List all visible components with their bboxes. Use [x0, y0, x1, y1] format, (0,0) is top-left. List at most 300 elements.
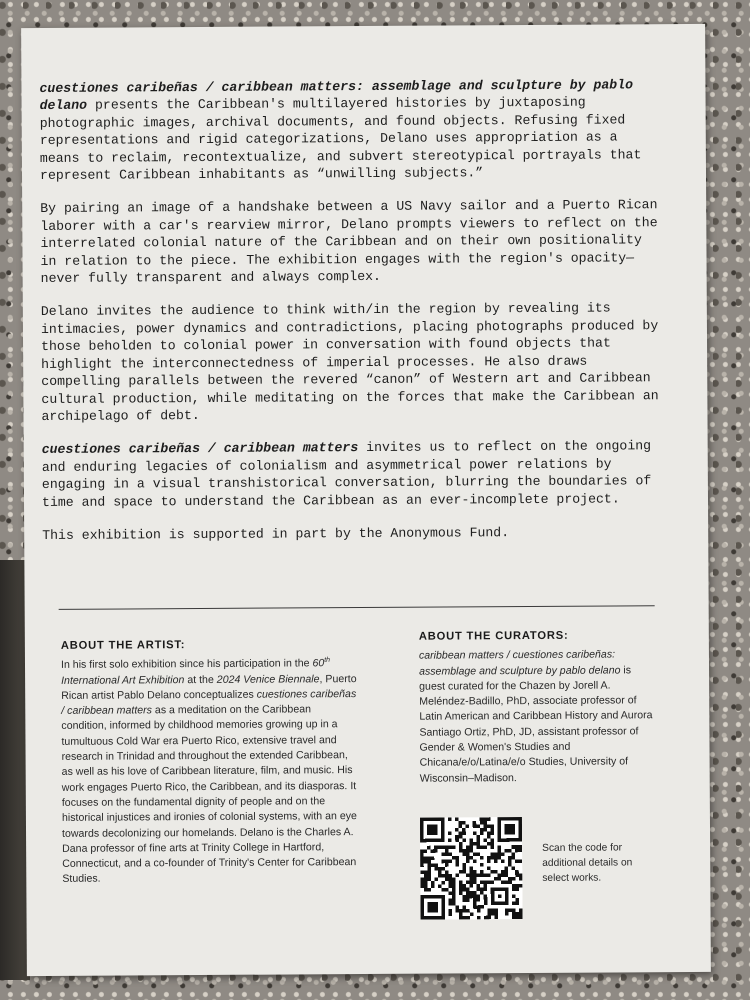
- qr-module: [438, 874, 442, 878]
- qr-module: [441, 846, 445, 850]
- qr-module: [515, 884, 519, 888]
- qr-module: [459, 846, 463, 850]
- about-artist-heading: ABOUT THE ARTIST:: [60, 639, 186, 652]
- qr-module: [505, 912, 509, 916]
- qr-module: [459, 842, 463, 846]
- qr-module: [459, 870, 463, 874]
- about-curators-heading: ABOUT THE CURATORS:: [418, 629, 569, 643]
- qr-module: [420, 870, 424, 874]
- qr-module: [477, 874, 481, 878]
- qr-module: [427, 856, 431, 860]
- qr-module: [449, 902, 453, 906]
- qr-module: [501, 873, 505, 877]
- qr-module: [459, 888, 463, 892]
- artist-text-part: cuestiones caribeñas / caribbean matters: [61, 687, 357, 718]
- qr-module: [473, 877, 477, 881]
- qr-module: [508, 909, 512, 913]
- qr-module: [515, 901, 519, 905]
- qr-module: [448, 853, 452, 857]
- qr-module: [484, 902, 488, 906]
- qr-module: [480, 821, 484, 825]
- qr-module: [483, 821, 487, 825]
- qr-module: [459, 824, 463, 828]
- qr-module: [455, 817, 459, 821]
- qr-module: [476, 835, 480, 839]
- qr-module: [508, 880, 512, 884]
- qr-module: [463, 909, 467, 913]
- qr-module: [470, 870, 474, 874]
- qr-module: [420, 881, 424, 885]
- qr-module: [466, 891, 470, 895]
- qr-module: [459, 881, 463, 885]
- qr-module: [448, 877, 452, 881]
- qr-module: [466, 853, 470, 857]
- qr-module: [420, 853, 424, 857]
- qr-module: [494, 912, 498, 916]
- qr-module: [459, 835, 463, 839]
- qr-module: [452, 902, 456, 906]
- essay-paragraph-3: Delano invites the audience to think with/in the region by revealing its intimacies, power dynamics and contradictions, placing photographs produced by those beholden to colonial power in conversation with found objects that highlight the interconnectedness of imperial processes. He also draws compelling parallels between the revered “canon” of Western art and Caribbean cultural production, while meditating on the forces that make the Caribbean an archipelago of debt.: [40, 300, 659, 424]
- qr-module: [427, 846, 431, 850]
- qr-module: [494, 859, 498, 863]
- qr-module: [448, 846, 452, 850]
- qr-module: [459, 891, 463, 895]
- qr-module: [448, 881, 452, 885]
- qr-module: [424, 849, 428, 853]
- qr-module: [498, 873, 502, 877]
- qr-module: [469, 842, 473, 846]
- qr-module: [455, 863, 459, 867]
- qr-module: [487, 916, 491, 920]
- qr-module: [477, 895, 481, 899]
- qr-module: [519, 849, 523, 853]
- exhibition-title-short: cuestiones caribeñas / caribbean matters: [41, 440, 359, 458]
- qr-module: [487, 859, 491, 863]
- qr-module: [456, 909, 460, 913]
- essay-paragraph-4: [42, 438, 660, 511]
- qr-module: [484, 881, 488, 885]
- qr-module: [505, 849, 509, 853]
- qr-module: [484, 888, 488, 892]
- qr-module: [424, 874, 428, 878]
- qr-module: [455, 860, 459, 864]
- artist-text-part: In his first solo exhibition since his participation in the: [60, 657, 313, 672]
- qr-module: [519, 845, 523, 849]
- qr-module: [515, 859, 519, 863]
- essay-paragraph-4-text: invites us to reflect on the ongoing and enduring legacies of colonialism and asymmetrical power relations by engaging in a visual transhistorical conversation, blurring the boundaries of time and space to understand the Caribbean as an ever-incomplete project.: [41, 438, 652, 510]
- qr-module: [434, 867, 438, 871]
- qr-module: [515, 845, 519, 849]
- qr-module: [462, 849, 466, 853]
- qr-code-icon[interactable]: [420, 817, 523, 920]
- qr-module: [462, 853, 466, 857]
- qr-module: [494, 852, 498, 856]
- qr-module: [466, 874, 470, 878]
- qr-module: [519, 908, 523, 912]
- qr-module: [459, 849, 463, 853]
- qr-module: [505, 873, 509, 877]
- qr-module: [487, 866, 491, 870]
- qr-module: [505, 866, 509, 870]
- qr-module: [463, 884, 467, 888]
- qr-module: [483, 817, 487, 821]
- qr-module: [462, 867, 466, 871]
- qr-module: [431, 881, 435, 885]
- qr-module: [441, 860, 445, 864]
- qr-module: [477, 905, 481, 909]
- qr-module: [477, 916, 481, 920]
- qr-module: [515, 870, 519, 874]
- qr-module: [487, 824, 491, 828]
- qr-module: [427, 870, 431, 874]
- qr-module: [519, 884, 523, 888]
- qr-module: [473, 824, 477, 828]
- qr-module: [498, 856, 502, 860]
- qr-module: [448, 874, 452, 878]
- about-artist-section: [61, 637, 359, 888]
- qr-module: [448, 884, 452, 888]
- qr-module: [491, 912, 495, 916]
- qr-module: [452, 881, 456, 885]
- qr-module: [469, 845, 473, 849]
- brochure-page: [21, 24, 711, 976]
- qr-module: [515, 849, 519, 853]
- qr-module: [490, 828, 494, 832]
- qr-module: [473, 905, 477, 909]
- qr-module: [501, 870, 505, 874]
- qr-module: [463, 888, 467, 892]
- qr-module: [466, 888, 470, 892]
- qr-module: [480, 845, 484, 849]
- qr-module: [420, 863, 424, 867]
- qr-module: [469, 838, 473, 842]
- qr-caption: Scan the code for additional details on select works.: [542, 842, 633, 884]
- qr-module: [490, 852, 494, 856]
- qr-module: [438, 870, 442, 874]
- essay-paragraph-2: By pairing an image of a handshake between a US Navy sailor and a Puerto Rican laborer with a car's rearview mirror, Delano prompts viewers to reflect on the interrelated colonial nature of the Caribbean and on their own positionality in relation to the piece. The exhibition engages with the region's opacity—never fully transparent and always complex.: [40, 197, 658, 287]
- qr-module: [480, 891, 484, 895]
- qr-module: [494, 909, 498, 913]
- qr-module: [483, 828, 487, 832]
- support-note: This exhibition is supported in part by the Anonymous Fund.: [42, 525, 510, 543]
- curators-exhibition-title: caribbean matters / cuestiones caribeñas: assemblage and sculpture by pablo delano: [418, 648, 621, 678]
- qr-module: [483, 838, 487, 842]
- artist-text-part: International Art Exhibition: [61, 673, 185, 687]
- qr-module: [512, 902, 516, 906]
- qr-module: [431, 856, 435, 860]
- qr-module: [469, 856, 473, 860]
- qr-module: [463, 916, 467, 920]
- qr-module: [494, 877, 498, 881]
- qr-module: [466, 916, 470, 920]
- qr-module: [512, 852, 516, 856]
- qr-module: [498, 877, 502, 881]
- qr-module: [438, 867, 442, 871]
- qr-module: [434, 849, 438, 853]
- qr-module: [512, 894, 516, 898]
- qr-module: [512, 884, 516, 888]
- qr-module: [448, 817, 452, 821]
- qr-module: [484, 884, 488, 888]
- qr-module: [459, 912, 463, 916]
- qr-module: [512, 845, 516, 849]
- qr-module: [459, 884, 463, 888]
- qr-module: [424, 881, 428, 885]
- qr-module: [469, 849, 473, 853]
- qr-module: [490, 842, 494, 846]
- qr-module: [487, 817, 491, 821]
- qr-module: [466, 898, 470, 902]
- qr-module: [515, 887, 519, 891]
- qr-module: [424, 860, 428, 864]
- qr-module: [466, 849, 470, 853]
- qr-module: [424, 888, 428, 892]
- qr-module: [470, 912, 474, 916]
- qr-module: [445, 853, 449, 857]
- about-artist-text: [61, 656, 358, 887]
- qr-module: [473, 874, 477, 878]
- qr-module: [466, 909, 470, 913]
- qr-module: [508, 877, 512, 881]
- qr-module: [483, 845, 487, 849]
- qr-module: [515, 912, 519, 916]
- qr-module: [441, 881, 445, 885]
- qr-module: [512, 912, 516, 916]
- qr-module: [484, 874, 488, 878]
- qr-module: [434, 846, 438, 850]
- qr-module: [449, 891, 453, 895]
- qr-module: [473, 842, 477, 846]
- qr-module: [452, 877, 456, 881]
- qr-module: [470, 895, 474, 899]
- qr-module: [515, 898, 519, 902]
- qr-module: [445, 874, 449, 878]
- qr-module: [424, 884, 428, 888]
- qr-module: [515, 873, 519, 877]
- qr-module: [473, 870, 477, 874]
- qr-module: [452, 846, 456, 850]
- qr-module: [463, 895, 467, 899]
- qr-module: [476, 838, 480, 842]
- qr-module: [484, 898, 488, 902]
- artist-text-part: , Puerto Rican artist Pablo Delano conceptualizes: [61, 672, 357, 702]
- qr-module: [434, 877, 438, 881]
- qr-module: [508, 863, 512, 867]
- qr-module: [473, 860, 477, 864]
- qr-module: [498, 852, 502, 856]
- qr-module: [462, 831, 466, 835]
- qr-module: [420, 849, 424, 853]
- qr-module: [420, 860, 424, 864]
- qr-module: [455, 856, 459, 860]
- about-curators-section: [419, 628, 660, 786]
- section-divider: [59, 605, 655, 610]
- qr-module: [473, 821, 477, 825]
- qr-module: [483, 824, 487, 828]
- qr-module: [420, 856, 424, 860]
- qr-module: [452, 888, 456, 892]
- qr-module: [519, 912, 523, 916]
- qr-module: [512, 916, 516, 920]
- qr-module: [473, 898, 477, 902]
- qr-module: [501, 880, 505, 884]
- exhibition-title: cuestiones caribeñas / caribbean matters: assemblage and sculpture by pablo delano: [39, 77, 634, 114]
- qr-module: [512, 856, 516, 860]
- qr-module: [466, 824, 470, 828]
- qr-module: [490, 824, 494, 828]
- qr-module: [459, 821, 463, 825]
- qr-module: [466, 881, 470, 885]
- qr-module: [480, 888, 484, 892]
- essay-paragraph-1: [39, 76, 658, 184]
- qr-module: [448, 832, 452, 836]
- qr-module: [462, 821, 466, 825]
- qr-module: [441, 867, 445, 871]
- qr-module: [473, 881, 477, 885]
- qr-module: [487, 912, 491, 916]
- qr-module: [441, 874, 445, 878]
- qr-module: [519, 859, 523, 863]
- qr-module: [466, 846, 470, 850]
- qr-module: [469, 867, 473, 871]
- qr-module: [470, 881, 474, 885]
- qr-module: [449, 898, 453, 902]
- artist-text-part: 60: [312, 657, 325, 670]
- qr-module: [490, 845, 494, 849]
- qr-module: [441, 888, 445, 892]
- about-curators-text: [419, 648, 660, 787]
- qr-module: [477, 888, 481, 892]
- artist-text-superscript: th: [324, 656, 331, 665]
- qr-module: [477, 884, 481, 888]
- qr-module: [466, 895, 470, 899]
- qr-module: [424, 870, 428, 874]
- qr-module: [445, 846, 449, 850]
- qr-module: [431, 863, 435, 867]
- qr-module: [516, 916, 520, 920]
- qr-module: [487, 881, 491, 885]
- qr-module: [466, 856, 470, 860]
- qr-module: [498, 849, 502, 853]
- qr-module: [476, 824, 480, 828]
- qr-module: [449, 912, 453, 916]
- qr-module: [452, 856, 456, 860]
- qr-module: [480, 870, 484, 874]
- qr-module: [452, 891, 456, 895]
- qr-module: [491, 856, 495, 860]
- qr-module: [501, 859, 505, 863]
- qr-module: [519, 877, 523, 881]
- qr-module: [434, 863, 438, 867]
- qr-module: [487, 835, 491, 839]
- qr-module: [455, 839, 459, 843]
- qr-module: [445, 870, 449, 874]
- qr-module: [473, 853, 477, 857]
- qr-module: [473, 895, 477, 899]
- qr-module: [455, 828, 459, 832]
- qr-module: [487, 874, 491, 878]
- qr-module: [512, 909, 516, 913]
- qr-module: [490, 838, 494, 842]
- qr-module: [508, 856, 512, 860]
- qr-module: [487, 842, 491, 846]
- qr-module: [448, 839, 452, 843]
- qr-module: [512, 877, 516, 881]
- qr-module: [480, 881, 484, 885]
- qr-module: [427, 888, 431, 892]
- qr-module: [438, 846, 442, 850]
- qr-module: [463, 898, 467, 902]
- qr-module: [427, 863, 431, 867]
- qr-module: [505, 870, 509, 874]
- qr-module: [484, 895, 488, 899]
- qr-module: [462, 839, 466, 843]
- qr-module: [427, 867, 431, 871]
- qr-module: [476, 852, 480, 856]
- qr-module: [470, 884, 474, 888]
- qr-module: [455, 835, 459, 839]
- qr-module: [445, 860, 449, 864]
- qr-module: [459, 831, 463, 835]
- qr-module: [476, 842, 480, 846]
- qr-module: [491, 881, 495, 885]
- qr-module: [477, 909, 481, 913]
- qr-module: [449, 909, 453, 913]
- qr-module: [484, 916, 488, 920]
- qr-module: [462, 828, 466, 832]
- qr-module: [487, 909, 491, 913]
- qr-module: [494, 916, 498, 920]
- qr-module: [473, 902, 477, 906]
- qr-module: [476, 845, 480, 849]
- qr-module: [491, 909, 495, 913]
- qr-module: [427, 877, 431, 881]
- qr-module: [427, 860, 431, 864]
- artist-text-part: at the: [184, 673, 217, 686]
- qr-module: [497, 845, 501, 849]
- qr-module: [462, 863, 466, 867]
- qr-module: [480, 831, 484, 835]
- qr-module: [480, 856, 484, 860]
- qr-module: [480, 828, 484, 832]
- qr-module: [494, 856, 498, 860]
- qr-module: [487, 856, 491, 860]
- qr-module: [508, 859, 512, 863]
- qr-module: [452, 884, 456, 888]
- qr-module: [508, 849, 512, 853]
- qr-module: [480, 905, 484, 909]
- qr-module: [519, 873, 523, 877]
- qr-module: [459, 909, 463, 913]
- qr-module: [463, 905, 467, 909]
- qr-module: [424, 856, 428, 860]
- qr-module: [455, 874, 459, 878]
- qr-module: [494, 870, 498, 874]
- qr-module: [424, 877, 428, 881]
- qr-module: [438, 884, 442, 888]
- qr-module: [420, 884, 424, 888]
- qr-module: [487, 831, 491, 835]
- qr-module: [445, 877, 449, 881]
- qr-module: [466, 860, 470, 864]
- qr-module: [462, 870, 466, 874]
- curators-text-body: is guest curated for the Chazen by Jorell A. Meléndez-Badillo, PhD, associate professor of Latin American and Caribbean History and Aurora Santiago Ortiz, PhD, JD, assistant professor of Gender & Women's Studies and Chicana/e/o/Latina/e/o Studies, University of Wisconsin–Madison.: [419, 663, 653, 785]
- qr-module: [445, 863, 449, 867]
- qr-module: [505, 880, 509, 884]
- qr-module: [441, 853, 445, 857]
- qr-module: [470, 877, 474, 881]
- qr-module: [431, 884, 435, 888]
